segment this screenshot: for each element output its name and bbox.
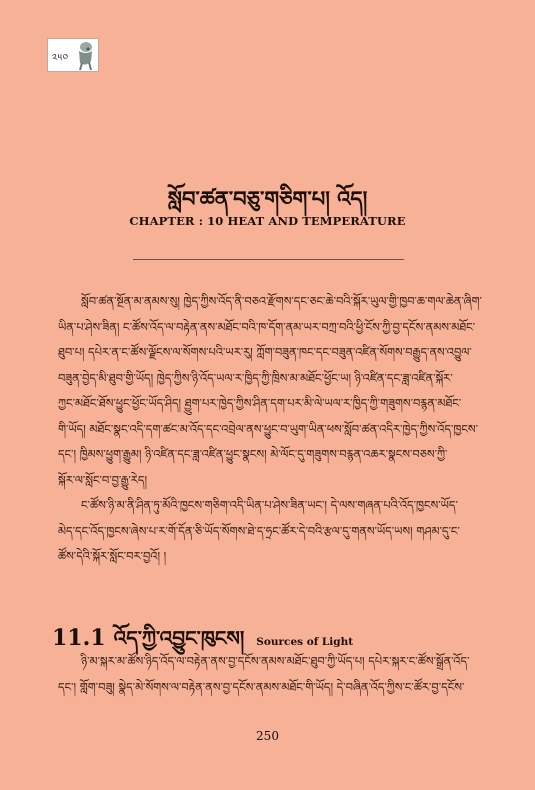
paragraph-line: ཐུབ་པ། དཔེར་ན་ང་ཚོས་ལྗོངས་ལ་སོགས་པའི་ཡར་རུ། ཀློག་བཟུན་ཁང་དང་བཟུན་འཛིན་སོགས་བརྒྱུད་ནས་འབྱུལ་ — [58, 345, 472, 359]
badge-number: ༢༥༠ — [52, 53, 69, 64]
paragraph-line: ཡིན་པ་ཤེས་ཟིན། ང་ཚོས་འོད་ལ་བརྟེན་ནས་མཐོང་བའི་ཁ་དོག་ནམ་ཡར་བཀྲ་བའི་ཕྱི་ངོས་ཀྱི་བྱ་དངོས་ནམས་མཐོང་ — [58, 319, 476, 334]
section-number: 11.1 — [52, 625, 106, 651]
paragraph-line: ཉི་མ་སྐར་མ་ཚོས་ཉིད་འོད་ལ་བརྟེན་ནས་བྱ་དངོས་ནམས་མཐོང་ཐུབ་ཀྱི་ཡོད་པ། དཔེར་སྐར་ང་ཚོས་སྒྲོན་འོད་ — [81, 654, 470, 668]
paragraph-line: སློབ་ཚན་སྔོན་མ་ནམས་སུ། ཁྱེད་ཀྱིས་འོད་ནི་བཅའ་རྫོགས་དང་ཅང་ཆེ་བའི་སྐོར་ཡུལ་གྱི་ཁྱབ་ཆ་གལ་ཆེན་ཞིག་ — [81, 294, 482, 308]
paragraph-line: ཀྱང་མཐོང་ཐོས་ཕྱུང་ཕྱོང་ཡོད་ཤིད། ཐྱུག་པར་ཁྱེད་ཀྱིས་ཤིན་དག་པར་མི་ལེ་ཡལ་ར་ཁྱིད་ཀྱི་གཟུགས་བརྙན་མཐོང་ — [58, 396, 462, 410]
chapter-subtitle: CHAPTER : 10 HEAT AND TEMPERATURE — [129, 214, 406, 228]
section-paragraph — [58, 649, 484, 700]
chapter-title: སློབ་ཚན་བཅུ་གཅིག་པ། འོད། — [167, 186, 368, 211]
page-number: 250 — [256, 729, 279, 743]
paragraph-line: ཚོས་དེའི་སྐོར་སློང་བར་བྱའོ། ། — [58, 549, 167, 563]
paragraph-line: གི་ཡོད། མཐོང་སྣང་འདི་དག་ཚང་མ་འོད་དང་འབྲེལ་ནས་ཕྱུང་བ་ཡུག་ཡིན་ཕས་སློབ་ཚན་འདིར་ཁྱེད་ཀྱིས་འོད་ཁྱངས་ — [58, 421, 478, 436]
intro-paragraph — [58, 289, 484, 493]
section-title-tibetan: འོད་ཀྱི་འབྱུང་ཁུངས། — [113, 626, 245, 650]
paragraph-line: ང་ཚོས་ཉི་མ་ནི་ཤིན་ཏུ་མོའི་ཁྱངས་གཅིག་འདི་ཡིན་པ་ཤེས་ཟིན་ཡང་། དེ་ལས་གཞན་པའི་འོད་ཁྱངས་ཡོད་ — [81, 498, 458, 512]
paragraph-line: དང་། ཁྱིམས་ཕྱུག་རྒྱུམ། ཉི་འཛིན་དང་ཟླ་འཛིན་ཕྱུང་སྣངས། མེ་ལོང་དུ་གཟུགས་བརྙན་འཆར་སྣངས་བཅས་ཀྱི་ — [58, 447, 448, 461]
page-badge — [47, 38, 99, 72]
paragraph-line: བཟུན་བྱེད་མི་ཐུབ་གྱི་ཡོད། ཁྱེད་ཀྱིས་ཉི་འོད་ཡལ་ར་ཁྱིད་ཀྱི་ཁྲིས་མ་མཐོང་ཕྱོང་ཡ། ཉི་འཛིན་དང་ཟླ་འཛིན་སྐོར་ — [58, 370, 453, 385]
section-title-english: Sources of Light — [256, 636, 354, 648]
paragraph-line: དང་། གློག་བཟུ། སྣེད་མེ་སོགས་ལ་བརྟེན་ནས་བྱ་དངོས་ནམས་མཐོང་གི་ཡོད། དེ་བཞིན་འོད་ཀྱིས་ང་ཚོར་བྱ་དངོས་ — [58, 679, 465, 694]
figure-illustration-icon — [74, 41, 96, 71]
title-divider — [133, 259, 404, 260]
second-paragraph — [58, 493, 484, 570]
paragraph-line: སྐོར་ལ་སློང་བ་བྱ་རྒྱུ་རེད། — [58, 472, 148, 487]
paragraph-line: མེད་དང་འོད་ཁྱངས་ཞེས་པ་ར་གོ་དོན་ཅི་ཡོད་སོགས་ཐེ་ད་ཧྲང་ཚོར་དེ་བའི་རྩལ་དུ་གནས་ཡོད་ཡས། གཤམ་དུ་ང་ — [58, 523, 460, 538]
section-heading — [52, 616, 354, 651]
